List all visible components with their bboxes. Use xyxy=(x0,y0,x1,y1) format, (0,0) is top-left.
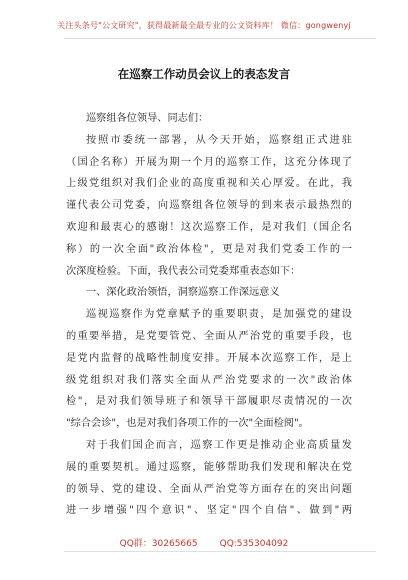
document-title: 在巡察工作动员会议上的表态发言 xyxy=(117,67,291,81)
qq-number: QQ:535304092 xyxy=(219,539,289,549)
body-line: 的重要举措，是党要管党、全面从严治党的重要手段，也 xyxy=(66,330,352,342)
body-line: 巡视巡察作为党章赋予的重要职责，是加强党的建设 xyxy=(86,309,352,321)
qq-group-number: QQ群：30265665 xyxy=(119,539,198,549)
header-banner: 关注头条号"公文研究"，获得最新最全最专业的公文资料库！ 微信：gongwenyj xyxy=(57,21,351,30)
body-line: （国企名称）开展为期一个月的巡察工作，这充分体现了 xyxy=(66,156,352,168)
document-body xyxy=(66,108,352,522)
body-line: 次深度检验。下面，我代表公司党委郑重表态如下： xyxy=(66,265,301,277)
body-line: 上级党组织对我们企业的高度重视和关心厚爱。在此，我 xyxy=(66,178,352,190)
body-line: 是党内监督的战略性制度安排。开展本次巡察工作，是上 xyxy=(66,352,352,364)
salutation: 巡察组各位领导、同志们： xyxy=(86,113,209,124)
body-line: "综合会诊"，也是对我们各项工作的一次"全面检阅"。 xyxy=(66,418,309,430)
body-line: 欢迎和最衷心的感谢！这次巡察工作，是对我们（国企名 xyxy=(66,221,352,233)
body-line: 按照市委统一部署，从今天开始，巡察组正式进驻 xyxy=(86,134,352,146)
body-line: 谨代表公司党委，向巡察组各位领导的到来表示最热烈的 xyxy=(66,200,352,212)
footer-banner xyxy=(0,536,408,549)
footer-divider xyxy=(64,551,376,552)
body-line: 对于我们国企而言，巡察工作更是推动企业高质量发 xyxy=(86,439,352,451)
body-line: 检"，是对我们领导班子和领导干部履职尽责情况的一次 xyxy=(66,396,352,408)
body-line: 称）的一次全面"政治体检"，更是对我们党委工作的一 xyxy=(66,243,352,255)
body-line: 级党组织对我们落实全面从严治党要求的一次"政治体 xyxy=(66,374,352,386)
body-line: 进一步增强"四个意识"、坚定"四个自信"、做到"两 xyxy=(66,505,352,517)
header-divider xyxy=(64,38,376,39)
body-line: 的领导、党的建设、全面从严治党等方面存在的突出问题 xyxy=(66,483,352,495)
section-heading: 一、深化政治领悟，洞察巡察工作深远意义 xyxy=(86,287,280,299)
body-line: 展的重要契机。通过巡察，能够帮助我们发现和解决在党 xyxy=(66,461,352,473)
